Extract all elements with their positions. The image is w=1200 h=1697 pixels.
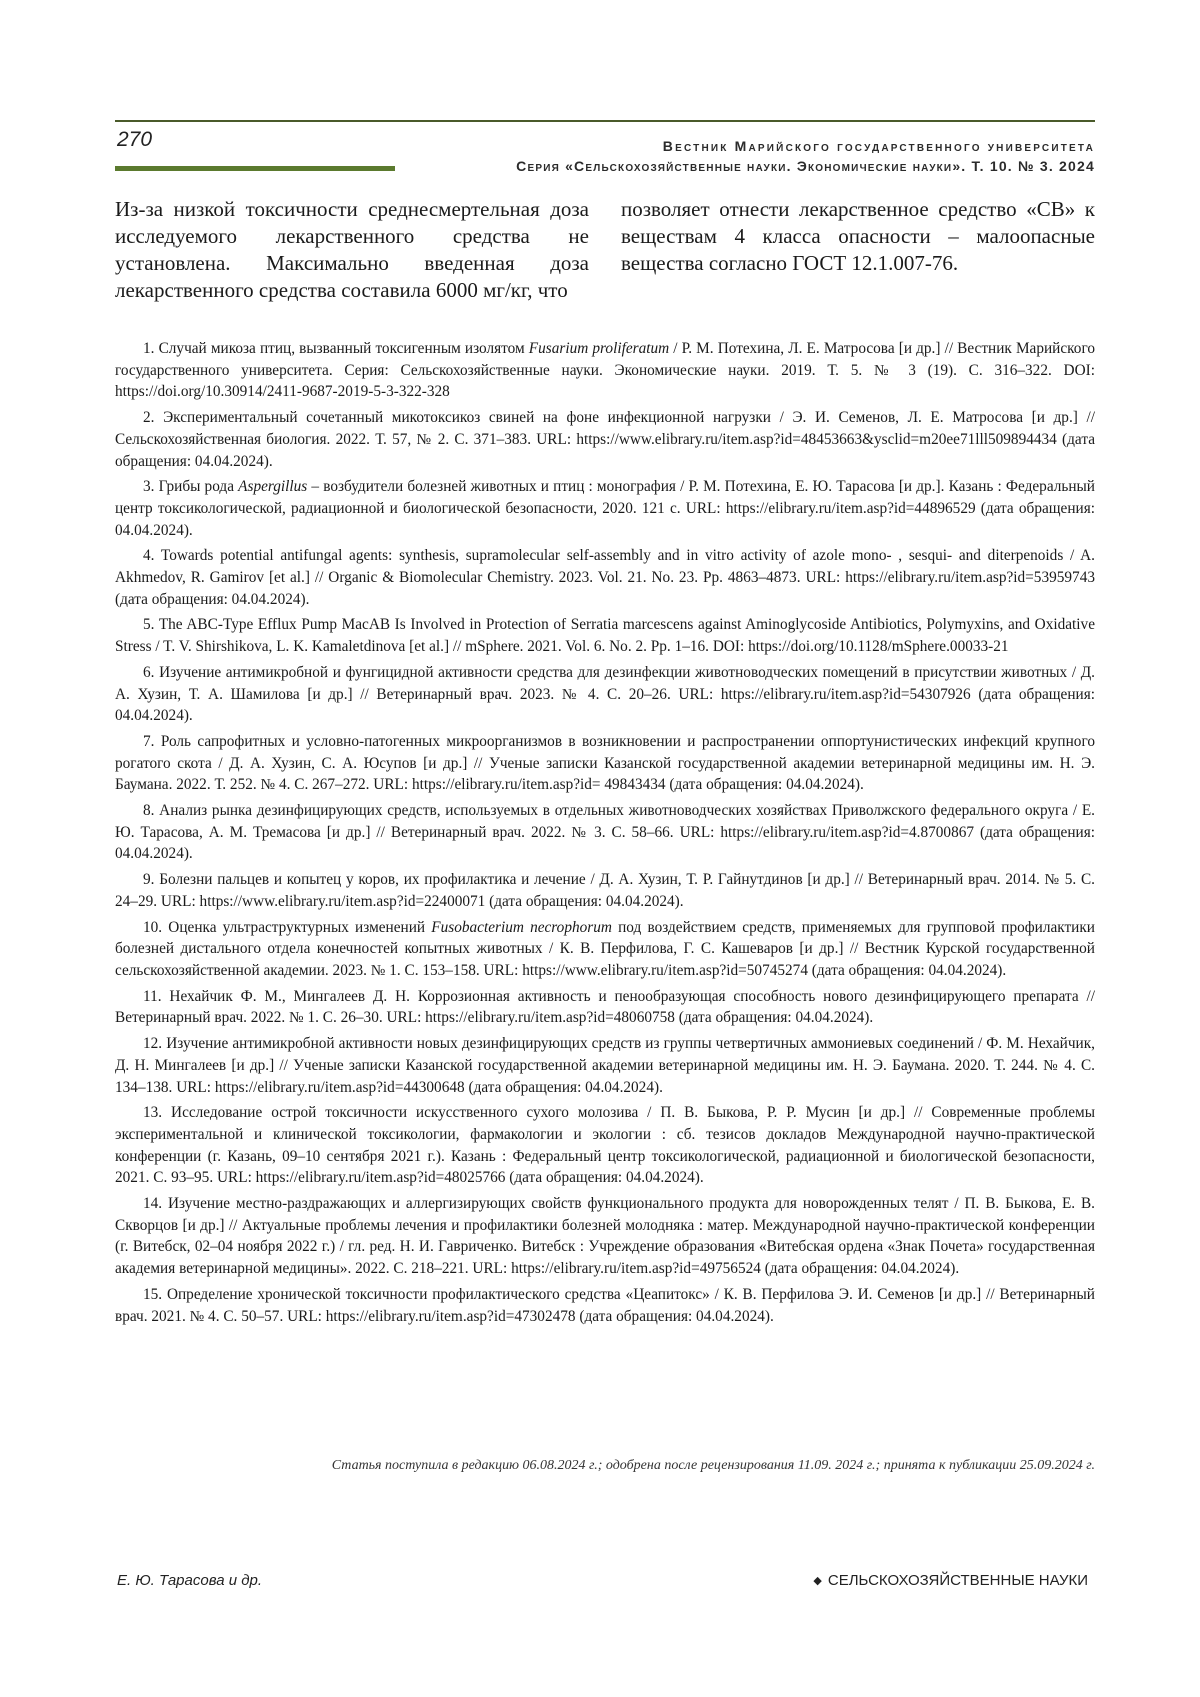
reference-text: 10. Оценка ультраструктурных изменений bbox=[143, 918, 432, 936]
reference-item bbox=[115, 614, 1095, 657]
reference-taxon-italic: Aspergillus bbox=[238, 478, 308, 496]
header-top-rule bbox=[115, 120, 1095, 122]
journal-series: Серия «Сельскохозяйственные науки. Экономические науки». Т. 10. № 3. 2024 bbox=[516, 158, 1095, 174]
reference-item bbox=[115, 338, 1095, 403]
reference-text: 1. Случай микоза птиц, вызванный токсигенным изолятом bbox=[143, 340, 529, 357]
reference-text: 15. Определение хронической токсичности профилактического средства «Цеапитокс» / К. В. Перфилова Э. И. Семенов [и др.] // Ветеринарный врач. 2021. № 4. С. 50–57. URL: https://elibrary.ru/item.asp?id=47302478 (дата обращения: 04.04.2024). bbox=[115, 1285, 1095, 1325]
reference-text: 6. Изучение антимикробной и фунгицидной активности средства для дезинфекции животноводческих помещений в присутствии животных / Д. А. Хузин, Т. А. Шамилова [и др.] // Ветеринарный врач. 2023. № 4. С. 20–26. URL: https://elibrary.ru/item.asp?id=54307926 (дата обращения: 04.04.2024). bbox=[115, 663, 1095, 725]
reference-item bbox=[115, 800, 1095, 865]
reference-text: 11. Нехайчик Ф. М., Мингалеев Д. Н. Коррозионная активность и пенообразующая способность нового дезинфицирующего препарата // Ветеринарный врач. 2022. № 1. С. 26–30. URL: https://elibrary.ru/item.asp?id=48060758 (дата обращения: 04.04.2024). bbox=[115, 987, 1095, 1027]
reference-item bbox=[115, 476, 1095, 541]
reference-text: 4. Towards potential antifungal agents: synthesis, supramolecular self-assembly and in vitro activity of azole mono- , sesqui- and diterpenoids / A. Akhmedov, R. Gamirov [et al.] // Organic & Biomolecular Chemistry. 2023. Vol. 21. No. 23. Pp. 4863–4873. URL: https://elibrary.ru/item.asp?id=53959743 (дата обращения: 04.04.2024). bbox=[115, 547, 1095, 608]
body-text bbox=[115, 196, 1095, 304]
reference-text: 13. Исследование острой токсичности искусственного сухого молозива / П. В. Быкова, Р. Р. Мусин [и др.] // Современные проблемы экспериментальной и клинической токсикологии, фармакологии и экологии : сб. тезисов докладов Международной научно-практической конференции (г. Казань, 09–10 сентября 2021 г.). Казань : Федеральный центр токсикологической, радиационной и биологической безопасности, 2021. С. 93–95. URL: https://elibrary.ru/item.asp?id=48025766 (дата обращения: 04.04.2024). bbox=[115, 1104, 1095, 1187]
reference-taxon-italic: Fusobacterium necrophorum bbox=[431, 918, 612, 936]
reference-taxon-italic: Fusarium proliferatum bbox=[528, 340, 670, 357]
reference-item bbox=[115, 545, 1095, 610]
journal-title: Вестник Марийского государственного университета bbox=[662, 138, 1095, 154]
reference-text-cont: – возбудители болезней животных и птиц : монография / Р. М. Потехина, Е. Ю. Тарасова [и др.]. Казань : Федеральный центр токсикологической, радиационной и биологической безопасности, 2020. 121 с. URL: https://elibrary.ru/item.asp?id=44896529 (дата обращения: 04.04.2024). bbox=[115, 478, 1095, 539]
page-number: 270 bbox=[117, 128, 153, 151]
reference-item bbox=[115, 917, 1095, 982]
footer-section-label: СЕЛЬСКОХОЗЯЙСТВЕННЫЕ НАУКИ bbox=[827, 1572, 1088, 1589]
reference-item bbox=[115, 1193, 1095, 1280]
reference-text: 8. Анализ рынка дезинфицирующих средств, используемых в отдельных животноводческих хозяйствах Приволжского федерального округа / Е. Ю. Тарасова, А. М. Тремасова [и др.] // Ветеринарный врач. 2022. № 3. С. 58–66. URL: https://elibrary.ru/item.asp?id=4.8700867 (дата обращения: 04.04.2024). bbox=[115, 802, 1095, 863]
reference-text: 2. Экспериментальный сочетанный микотоксикоз свиней на фоне инфекционной нагрузки / Э. И. Семенов, Л. Е. Матросова [и др.] // Сельскохозяйственная биология. 2022. Т. 57, № 2. С. 371–383. URL: https://www.elibrary.ru/item.asp?id=48453663&ysclid=m20ee71lll509894434 (дата обращения: 04.04.2024). bbox=[115, 409, 1095, 470]
reference-text: 14. Изучение местно-раздражающих и аллергизирующих свойств функционального продукта для новорожденных телят / П. В. Быкова, Е. В. Скворцов [и др.] // Актуальные проблемы лечения и профилактики болезней молодняка : матер. Международной научно-практической конференции (г. Витебск, 02–04 ноября 2022 г.) / гл. ред. Н. И. Гавриченко. Витебск : Учреждение образования «Витебская ордена «Знак Почета» государственная академия ветеринарной медицины». 2022. С. 218–221. URL: https://elibrary.ru/item.asp?id=49756524 (дата обращения: 04.04.2024). bbox=[115, 1195, 1095, 1278]
reference-text: 9. Болезни пальцев и копытец у коров, их профилактика и лечение / Д. А. Хузин, Т. Р. Гайнутдинов [и др.] // Ветеринарный врач. 2014. № 5. С. 24–29. URL: https://www.elibrary.ru/item.asp?id=22400071 (дата обращения: 04.04.2024). bbox=[115, 871, 1095, 910]
reference-text: 3. Грибы рода bbox=[143, 478, 239, 496]
reference-item bbox=[115, 407, 1095, 472]
reference-item bbox=[115, 869, 1095, 912]
reference-item bbox=[115, 731, 1095, 796]
reference-text: 12. Изучение антимикробной активности новых дезинфицирующих средств из группы четвертичных аммониевых соединений / Ф. М. Нехайчик, Д. Н. Мингалеев [и др.] // Ученые записки Казанской государственной академии ветеринарной медицины им. Н. Э. Баумана. 2020. Т. 244. № 4. С. 134–138. URL: https://elibrary.ru/item.asp?id=44300648 (дата обращения: 04.04.2024). bbox=[115, 1035, 1095, 1096]
footer-section bbox=[813, 1572, 1088, 1589]
body-right-column: позволяет отнести лекарственное средство «СВ» к веществам 4 класса опасности – малоопасные вещества согласно ГОСТ 12.1.007-76. bbox=[621, 197, 1095, 275]
reference-item bbox=[115, 662, 1095, 727]
reference-text-cont: / Р. М. Потехина, Л. Е. Матросова [и др.] // Вестник Марийского государственного университета. Серия: Сельскохозяйственные науки. Экономические науки. 2019. Т. 5. № 3 (19). С. 316–322. DOI: https://doi.org/10.30914/2411-9687-2019-5-3-322-328 bbox=[115, 340, 1095, 401]
reference-item bbox=[115, 1284, 1095, 1327]
reference-item bbox=[115, 1033, 1095, 1098]
reference-text: 7. Роль сапрофитных и условно-патогенных микроорганизмов в возникновении и распространении оппортунистических инфекций крупного рогатого скота / Д. А. Хузин, С. А. Юсупов [и др.] // Ученые записки Казанской государственной академии ветеринарной медицины им. Н. Э. Баумана. 2022. Т. 252. № 4. С. 267–272. URL: https://elibrary.ru/item.asp?id= 49843434 (дата обращения: 04.04.2024). bbox=[115, 732, 1095, 794]
header-green-bar bbox=[115, 166, 395, 171]
reference-text: 5. The ABC-Type Efflux Pump MacAB Is Involved in Protection of Serratia marcescens against Aminoglycoside Antibiotics, Polymyxins, and Oxidative Stress / T. V. Shirshikova, L. K. Kamaletdinova [et al.] // mSphere. 2021. Vol. 6. No. 2. Pp. 1–16. DOI: https://doi.org/10.1128/mSphere.00033-21 bbox=[115, 616, 1095, 656]
reference-list bbox=[115, 338, 1095, 1331]
reference-item bbox=[115, 1102, 1095, 1189]
footer-authors: Е. Ю. Тарасова и др. bbox=[117, 1572, 263, 1589]
received-note: Статья поступила в редакцию 06.08.2024 г.; одобрена после рецензирования 11.09. 2024 г.; принята к публикации 25.09.2024 г. bbox=[331, 1458, 1095, 1473]
diamond-icon: ◆ bbox=[813, 1575, 822, 1587]
body-left-column: Из-за низкой токсичности среднесмертельная доза исследуемого лекарственного средства не установлена. Максимально введенная доза лекарственного средства составила 6000 мг/кг, что bbox=[115, 197, 589, 302]
reference-text-cont: под воздействием средств, применяемых для групповой профилактики болезней дистального отдела конечностей копытных животных / К. В. Перфилова, Г. С. Кашеваров [и др.] // Вестник Курской государственной сельскохозяйственной академии. 2023. № 1. С. 153–158. URL: https://www.elibrary.ru/item.asp?id=50745274 (дата обращения: 04.04.2024). bbox=[115, 918, 1095, 979]
reference-item bbox=[115, 986, 1095, 1029]
